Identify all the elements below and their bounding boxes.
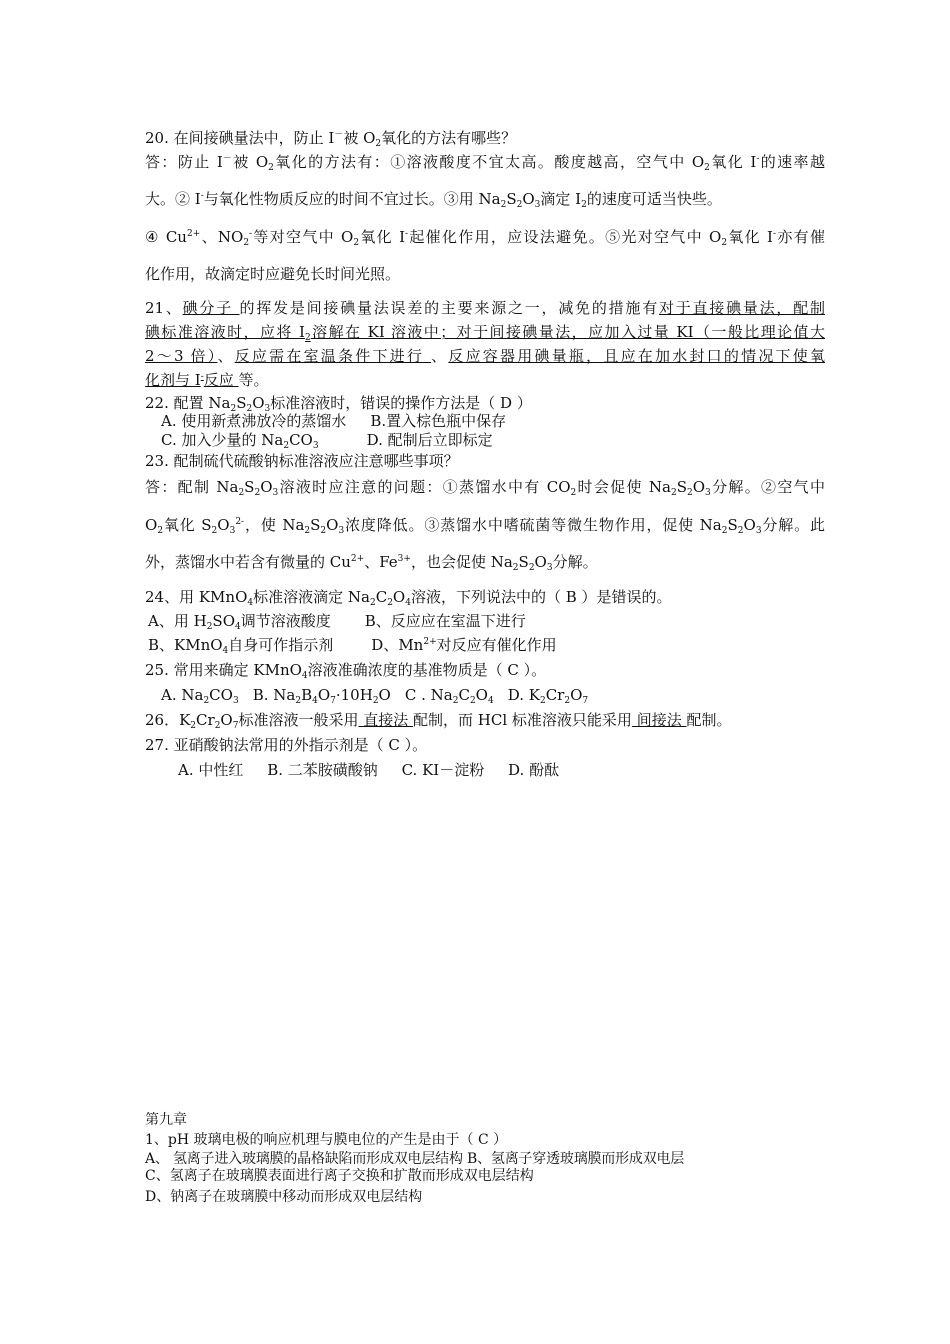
q20-answer-line-1: 答：防止 I－被 $O_2$氧化的方法有：①溶液酸度不宜太高。酸度越高，空气中 $O_2$氧化 I-的速率越 xyxy=(145,153,825,173)
ch9-q1-options-ab: A、 氢离子进入玻璃膜的晶格缺陷而形成双电层结构 B、氢离子穿透玻璃膜而形成双电层 xyxy=(145,1151,685,1167)
q27-options: A. 中性红 B. 二苯胺磺酸钠 C. KI－淀粉 D. 酚酞 xyxy=(178,761,560,779)
chapter-heading: 第九章 xyxy=(145,1112,187,1128)
q20-answer-line-3: ④ $Cu^{2+}$、$NO_2^-$等对空气中 $O_2$氧化 I-起催化作用，应设法避免。⑤光对空气中 $O_2$氧化 I-亦有催 xyxy=(145,228,825,248)
q25-title: 25. 常用来确定 KMnO$_4$溶液准确浓度的基准物质是（ C ）。 xyxy=(145,661,547,681)
q25-options: A. $Na_2CO_3$ B. $Na_2B_4O_7\cdot 10H_2O$ C . $Na_2C_2O_4$ D. $K_2Cr_2O_7$ xyxy=(161,686,589,706)
q24-options-cd: B、KMnO$_4$自身可作指示剂 D、$Mn^{2+}$对反应有催化作用 xyxy=(148,636,557,656)
q21-line-2: 碘标准溶液时，应将 $I_2$溶解在 KI 溶液中；对于间接碘量法，应加入过量 KI（一般比理论值大 xyxy=(145,323,825,343)
q20-title: 20. 在间接碘量法中，防止 I－被 $O_2$氧化的方法有哪些？ xyxy=(145,129,517,149)
ch9-q1-option-d: D、钠离子在玻璃膜中移动而形成双电层结构 xyxy=(145,1189,423,1205)
q26-line: 26．$K_2Cr_2O_7$标准溶液一般采用 直接法 配制，而 HCl 标准溶液只能采用 间接法 配制。 xyxy=(145,711,732,731)
q20-answer-line-2: 大。② I-与氧化性物质反应的时间不宜过长。③用 $Na_2S_2O_3$滴定 $I_2$的速度可适当快些。 xyxy=(145,190,722,210)
q23-title: 23. 配制硫代硫酸钠标准溶液应注意哪些事项？ xyxy=(145,452,459,470)
ch9-q1-option-c: C、氢离子在玻璃膜表面进行离子交换和扩散而形成双电层结构 xyxy=(145,1168,534,1184)
q23-answer-line-1: 答：配制 $Na_2S_2O_3$溶液时应注意的问题：①蒸馏水中有 $CO_2$时会促使 $Na_2S_2O_3$分解。②空气中 xyxy=(145,478,826,498)
q22-title: 22. 配置 $Na_2S_2O_3$标准溶液时，错误的操作方法是（ D ） xyxy=(145,394,532,414)
q23-answer-line-2: $O_2$氧化 $S_2O_3^{2-}$，使 $Na_2S_2O_3$浓度降低。③蒸馏水中嗜硫菌等微生物作用，促使 $Na_2S_2O_3$分解。此 xyxy=(145,516,825,536)
q22-options-cd: C. 加入少量的 $Na_2CO_3$ D. 配制后立即标定 xyxy=(161,431,493,451)
q22-options-ab: A. 使用新煮沸放冷的蒸馏水 B.置入棕色瓶中保存 xyxy=(161,412,507,430)
q27-title: 27. 亚硝酸钠法常用的外指示剂是（ C ）。 xyxy=(145,736,428,754)
q21-line-1: 21、碘分子 的挥发是间接碘量法误差的主要来源之一，减免的措施有对于直接碘量法，配制 xyxy=(145,299,825,317)
q24-title: 24、用 KMnO$_4$标准溶液滴定 $Na_2C_2O_4$溶液，下列说法中的（ B ）是错误的。 xyxy=(145,588,672,608)
q23-answer-line-3: 外，蒸馏水中若含有微量的 $Cu^{2+}$、$Fe^{3+}$，也会促使 $Na_2S_2O_3$分解。 xyxy=(145,553,598,573)
q21-line-4: 化剂与 I-反应 等。 xyxy=(145,371,269,389)
q20-answer-line-4: 化作用，故滴定时应避免长时间光照。 xyxy=(145,265,401,283)
q24-options-ab: A、用 $H_2SO_4$调节溶液酸度 B、反应应在室温下进行 xyxy=(148,612,526,632)
q21-line-3: 2～3 倍）、反应需在室温条件下进行 、反应容器用碘量瓶，且应在加水封口的情况下使氧 xyxy=(145,347,825,365)
ch9-q1-title: 1、pH 玻璃电极的响应机理与膜电位的产生是由于（ C ） xyxy=(145,1132,508,1148)
